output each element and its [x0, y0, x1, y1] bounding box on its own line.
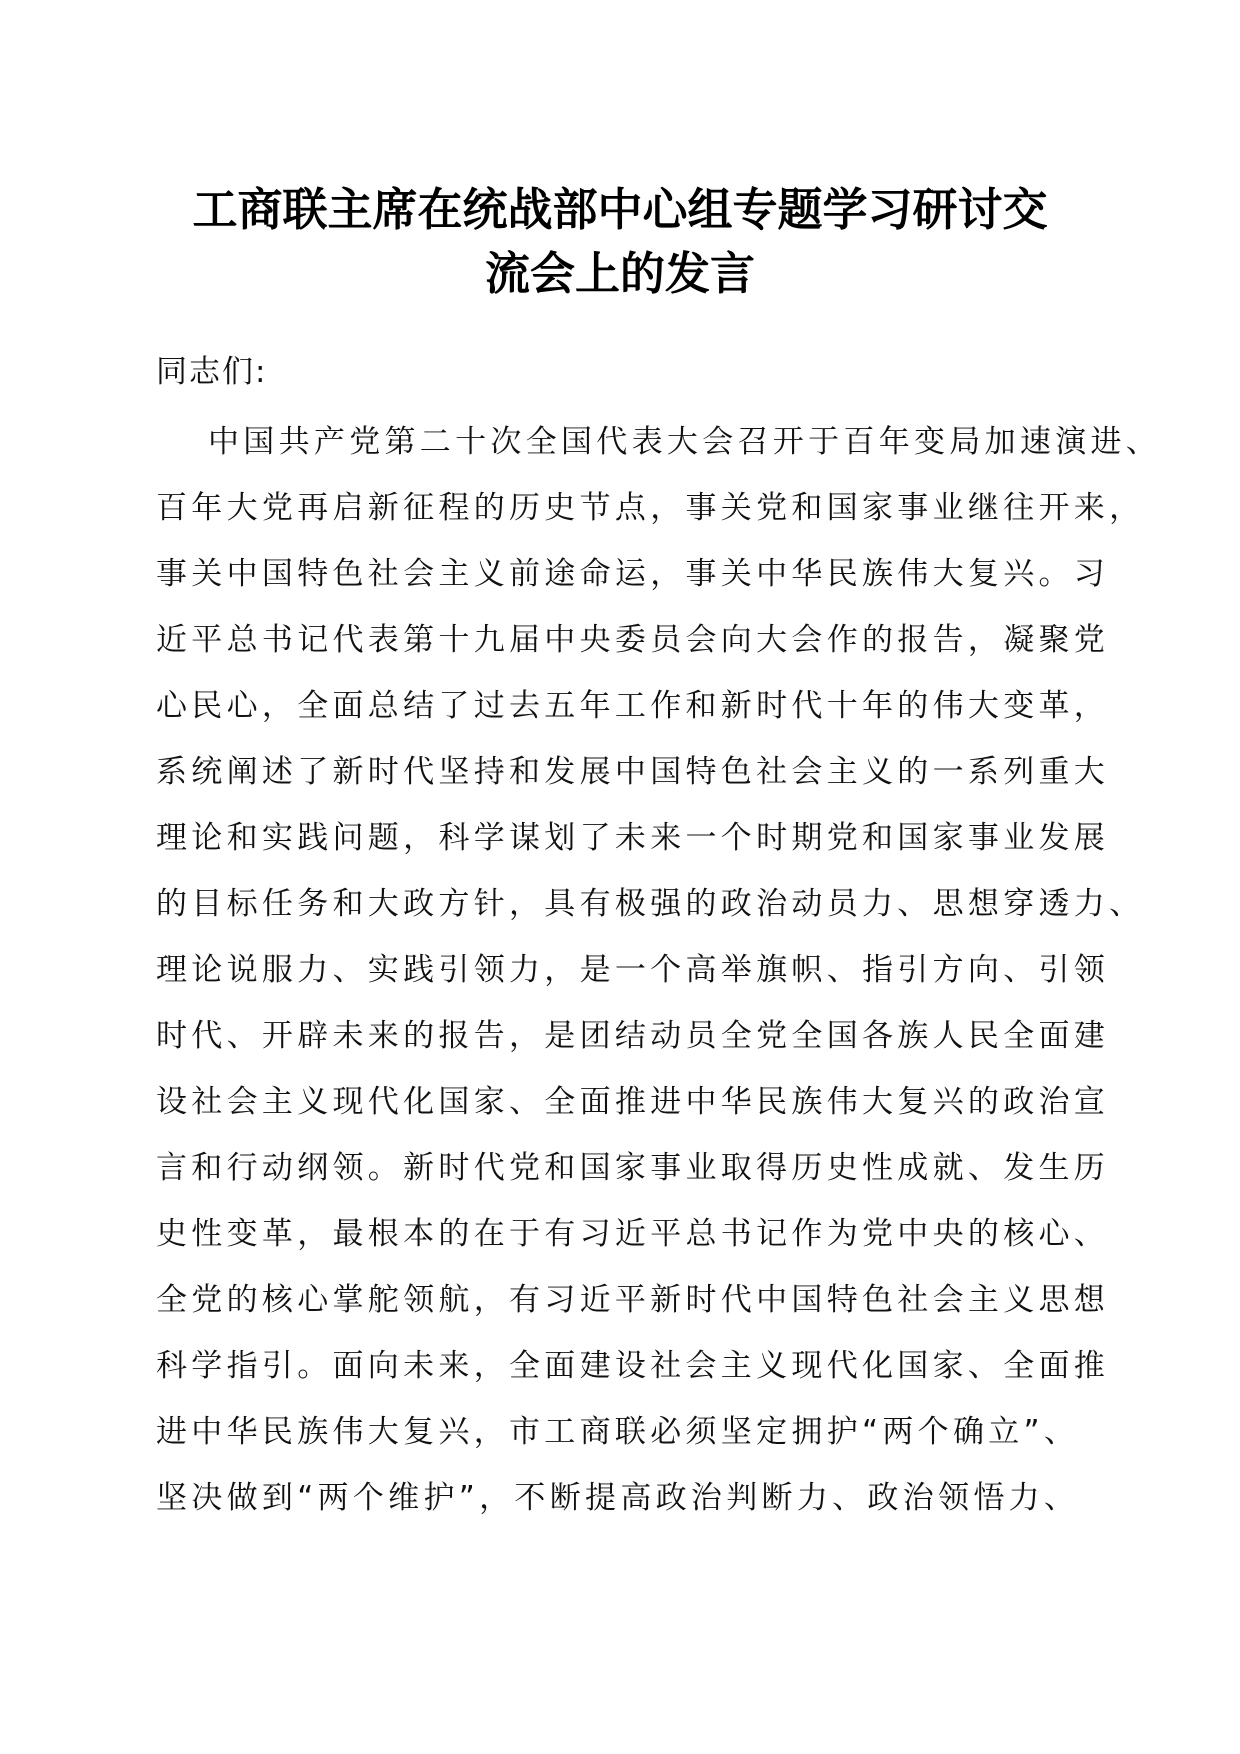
- document-title-line-1: 工商联主席在统战部中心组专题学习研讨交: [192, 183, 1048, 236]
- document-title-line-2: 流会上的发言: [484, 247, 755, 300]
- salutation: 同志们:: [156, 354, 268, 390]
- paragraph-line: 理论说服力、实践引领力，是一个高举旗帜、指引方向、引领: [156, 952, 1110, 988]
- paragraph-line: 言和行动纲领。新时代党和国家事业取得历史性成就、发生历: [156, 1150, 1110, 1186]
- paragraph-line: 坚决做到“两个维护”，不断提高政治判断力、政治领悟力、: [156, 1480, 1080, 1516]
- paragraph-line: 理论和实践问题，科学谋划了未来一个时期党和国家事业发展: [156, 820, 1110, 856]
- paragraph-line: 的目标任务和大政方针，具有极强的政治动员力、思想穿透力、: [156, 886, 1145, 922]
- paragraph-line: 近平总书记代表第十九届中央委员会向大会作的报告，凝聚党: [156, 622, 1110, 658]
- paragraph-line: 中国共产党第二十次全国代表大会召开于百年变局加速演进、: [208, 424, 1162, 460]
- paragraph-line: 全党的核心掌舵领航，有习近平新时代中国特色社会主义思想: [156, 1282, 1110, 1318]
- paragraph-line: 进中华民族伟大复兴，市工商联必须坚定拥护“两个确立”、: [156, 1414, 1080, 1450]
- paragraph-line: 时代、开辟未来的报告，是团结动员全党全国各族人民全面建: [156, 1018, 1110, 1054]
- paragraph-line: 百年大党再启新征程的历史节点，事关党和国家事业继往开来，: [156, 490, 1145, 526]
- paragraph-line: 事关中国特色社会主义前途命运，事关中华民族伟大复兴。习: [156, 556, 1110, 592]
- paragraph-line: 史性变革，最根本的在于有习近平总书记作为党中央的核心、: [156, 1216, 1110, 1252]
- paragraph-line: 设社会主义现代化国家、全面推进中华民族伟大复兴的政治宣: [156, 1084, 1110, 1120]
- paragraph-line: 系统阐述了新时代坚持和发展中国特色社会主义的一系列重大: [156, 754, 1110, 790]
- paragraph-line: 科学指引。面向未来，全面建设社会主义现代化国家、全面推: [156, 1348, 1110, 1384]
- paragraph-line: 心民心，全面总结了过去五年工作和新时代十年的伟大变革，: [156, 688, 1110, 724]
